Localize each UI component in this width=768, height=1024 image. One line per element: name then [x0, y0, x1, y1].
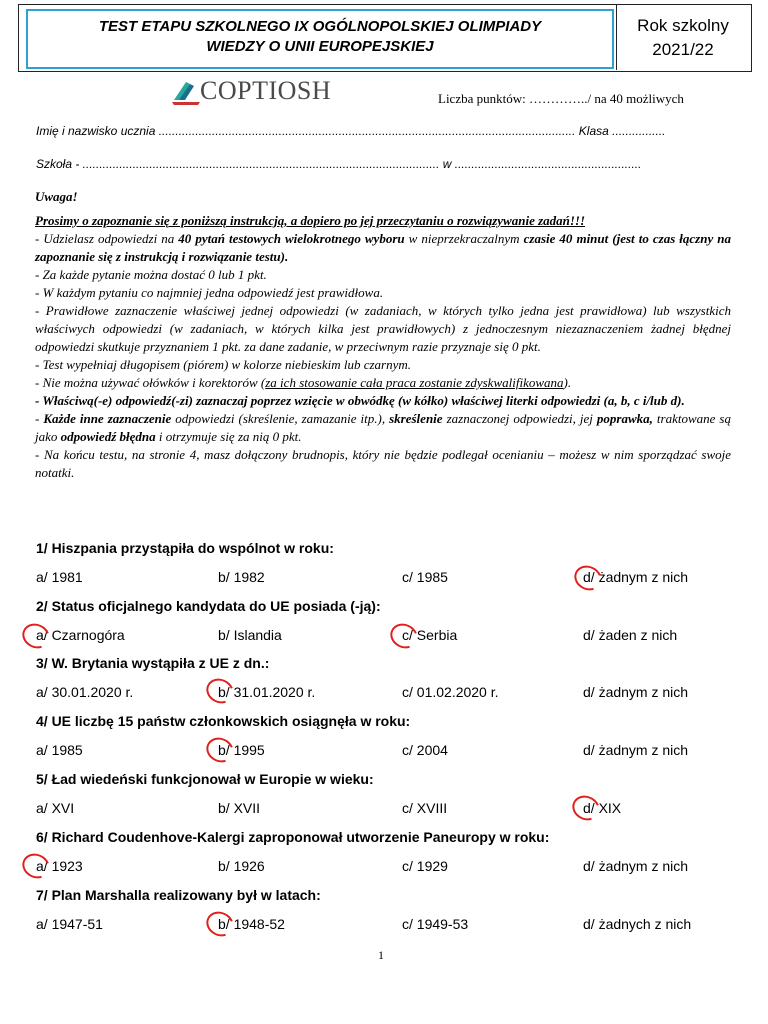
header-title-box [26, 9, 614, 69]
answer-6d[interactable]: d/ żadnym z nich [583, 858, 689, 874]
answer-5a[interactable]: a/ XVI [36, 800, 75, 816]
answer-1c[interactable]: c/ 1985 [402, 569, 448, 585]
answer-4c[interactable]: c/ 2004 [402, 742, 448, 758]
answer-3d[interactable]: d/ żadnym z nich [583, 684, 689, 700]
answer-5d[interactable]: d/ XIX [583, 800, 622, 816]
answer-7b[interactable]: b/ 1948-52 [218, 916, 285, 932]
instructions: Uwaga! Prosimy o zapoznanie się z poniższą instrukcją, a dopiero po jej przeczytaniu o rozwiązywanie zadań!!! - Udzielasz odpowiedzi na 40 pytań testowych wielokrotnego wyboru w nieprzekraczalnym czasie 40 minut (jest to czas łączny na zapoznanie się z instrukcją i rozwiązanie testu). - Za każde pytanie można dostać 0 lub 1 pkt. - W każdym pytaniu co najmniej jedna odpowiedź jest prawidłowa. - Prawidłowe zaznaczenie właściwej jednej odpowiedzi (w zadaniach, w których tylko jedna jest prawidłowa) lub wszystkich właściwych odpowiedzi (w zadaniach, w których kilka jest prawidłowych) z jednoczesnym niezaznaczeniem żadnej błędnej odpowiedzi skutkuje przyznaniem 1 pkt. za dane zadanie, w przeciwnym razie przyznaje się 0 pkt. - Test wypełniaj długopisem (piórem) w kolorze niebieskim lub czarnym. - Nie można używać ołówków i korektorów (za ich stosowanie cała praca zostanie zdyskwalifikowana). - Właściwą(-e) odpowiedź(-zi) zaznaczaj poprzez wzięcie w obwódkę (w kółko) właściwej literki odpowiedzi (a, b, c i/lub d). - Każde inne zaznaczenie odpowiedzi (skreślenie, zamazanie itp.), skreślenie zaznaczonej odpowiedzi, jej poprawka, traktowane są jako odpowiedź błędna i otrzymuje się za nią 0 pkt. - Na końcu testu, na stronie 4, masz dołączony brudnopis, który nie będzie podlegał ocenianiu – możesz w nim sporządzać swoje notatki. [35, 189, 732, 480]
points-line: Liczba punktów: …………../ na 40 możliwych [438, 91, 684, 106]
answer-3c[interactable]: c/ 01.02.2020 r. [402, 684, 499, 700]
question-4: 4/ UE liczbę 15 państw członkowskich osiągnęła w roku: [36, 713, 411, 729]
answer-6c[interactable]: c/ 1929 [402, 858, 448, 874]
answer-2c[interactable]: c/ Serbia [402, 627, 458, 643]
question-7: 7/ Plan Marshalla realizowany był w latach: [36, 887, 321, 903]
logo [170, 76, 332, 106]
header-divider [616, 4, 617, 70]
logo-text: COPTIOSH [200, 76, 332, 105]
answer-2a[interactable]: a/ Czarnogóra [36, 627, 125, 643]
answer-mark-3b [202, 674, 238, 708]
answer-5c[interactable]: c/ XVIII [402, 800, 448, 816]
answer-mark-4b [202, 733, 238, 767]
student-name-line: Imię i nazwisko ucznia ............................................................................................................................. Klasa ................ [36, 124, 666, 138]
question-1: 1/ Hiszpania przystąpiła do wspólnot w roku: [36, 540, 334, 556]
question-2: 2/ Status oficjalnego kandydata do UE posiada (-ją): [36, 598, 381, 614]
question-6: 6/ Richard Coudenhove-Kalergi zaproponował utworzenie Paneuropy w roku: [36, 829, 550, 845]
answer-3b[interactable]: b/ 31.01.2020 r. [218, 684, 316, 700]
answer-1b[interactable]: b/ 1982 [218, 569, 265, 585]
answer-2d[interactable]: d/ żaden z nich [583, 627, 678, 643]
answer-mark-7b [202, 907, 238, 941]
instructions-heading: Prosimy o zapoznanie się z poniższą instrukcją, a dopiero po jej przeczytaniu o rozwiązywanie zadań!!! [35, 213, 586, 228]
page-title: TEST ETAPU SZKOLNEGO IX OGÓLNOPOLSKIEJ OLIMPIADY WIEDZY O UNII EUROPEJSKIEJ [98, 18, 542, 55]
answer-mark-6a [18, 849, 54, 883]
school-year: Rok szkolny 2021/22 [637, 16, 729, 59]
answer-4b[interactable]: b/ 1995 [218, 742, 265, 758]
answer-6b[interactable]: b/ 1926 [218, 858, 265, 874]
question-3: 3/ W. Brytania wystąpiła z UE z dn.: [36, 655, 270, 671]
answer-mark-1d [570, 561, 606, 595]
page-number: 1 [378, 948, 384, 962]
answer-3a[interactable]: a/ 30.01.2020 r. [36, 684, 134, 700]
answer-mark-2a [18, 619, 54, 653]
answer-mark-2c [386, 619, 422, 653]
answer-5b[interactable]: b/ XVII [218, 800, 261, 816]
answer-6a[interactable]: a/ 1923 [36, 858, 83, 874]
question-5: 5/ Ład wiedeński funkcjonował w Europie w wieku: [36, 771, 374, 787]
answer-4a[interactable]: a/ 1985 [36, 742, 83, 758]
book-logo-icon [170, 76, 204, 106]
answer-1d[interactable]: d/ żadnym z nich [583, 569, 689, 585]
answer-7c[interactable]: c/ 1949-53 [402, 916, 469, 932]
answer-7a[interactable]: a/ 1947-51 [36, 916, 103, 932]
answer-2b[interactable]: b/ Islandia [218, 627, 282, 643]
answer-mark-5d [568, 791, 604, 825]
answer-1a[interactable]: a/ 1981 [36, 569, 83, 585]
school-line: Szkoła - ........................................................................................................... w ........................................................ [36, 157, 642, 171]
answer-7d[interactable]: d/ żadnych z nich [583, 916, 692, 932]
answer-4d[interactable]: d/ żadnym z nich [583, 742, 689, 758]
